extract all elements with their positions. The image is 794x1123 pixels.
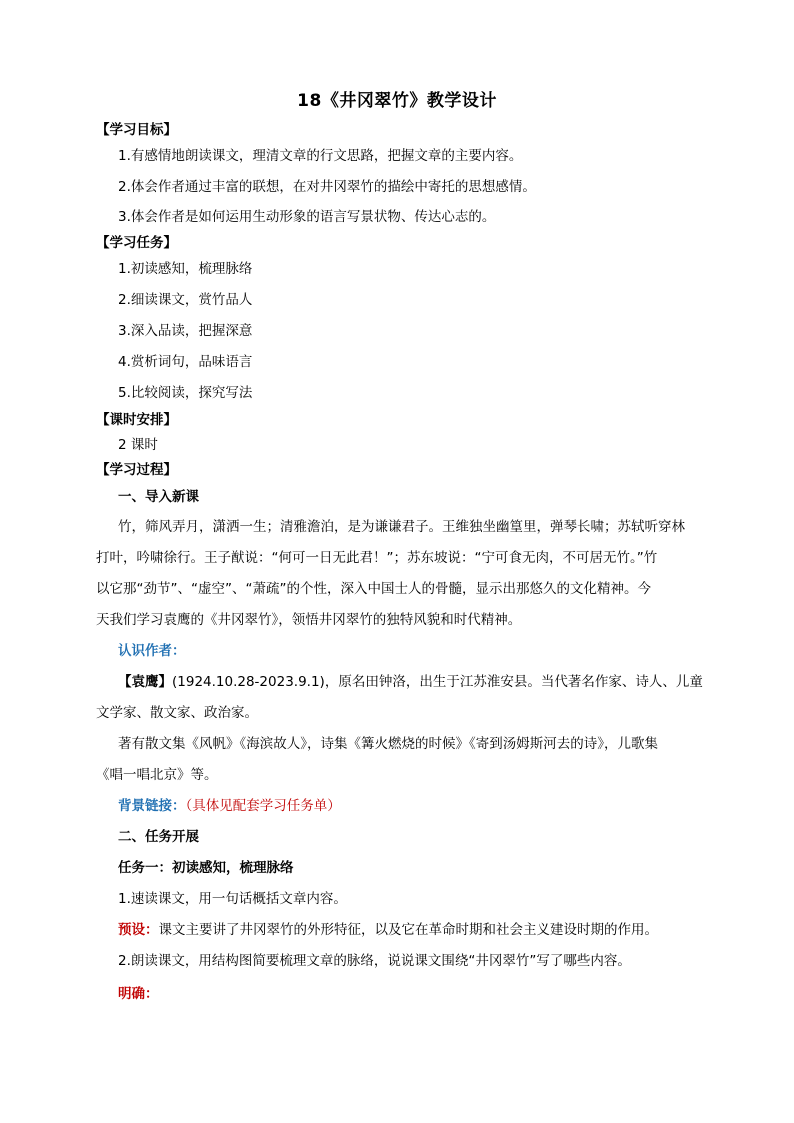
task-item: 5.比较阅读，探究写法 (118, 385, 253, 401)
goal-item: 1.有感情地朗读课文，理清文章的行文思路，把握文章的主要内容。 (118, 148, 523, 164)
author-bio: (1924.10.28-2023.9.1)，原名田钟洛，出生于江苏淮安县。当代著名作家、诗人、儿童 (172, 674, 703, 690)
background-note: （具体见配套学习任务单） (185, 798, 341, 814)
intro-line: 以它那“劲节”、“虚空”、“萧疏”的个性，深入中国士人的骨髓，显示出那悠久的文化精神。今 (96, 581, 651, 597)
task-item: 1.初读感知，梳理脉络 (118, 261, 253, 277)
goal-item: 3.体会作者是如何运用生动形象的语言写景状物、传达心志的。 (118, 209, 496, 225)
task-item: 4.赏析词句，品味语言 (118, 354, 253, 370)
process-heading: 【学习过程】 (96, 462, 177, 478)
author-bio-cont: 文学家、散文家、政治家。 (96, 705, 258, 721)
preset-label: 预设： (118, 922, 159, 938)
works-line: 《唱一唱北京》等。 (96, 767, 218, 783)
works-line: 著有散文集《风帆》《海滨故人》，诗集《篝火燃烧的时候》《寄到汤姆斯河去的诗》，儿歌集 (118, 736, 658, 752)
intro-line: 天我们学习袁鹰的《井冈翠竹》，领悟井冈翠竹的独特风貌和时代精神。 (96, 612, 522, 628)
schedule-text: 2 课时 (118, 437, 158, 453)
background-label: 背景链接： (118, 798, 186, 814)
author-name: 【袁鹰】 (118, 674, 172, 690)
intro-line: 竹，筛风弄月，潇洒一生；清雅澹泊，是为谦谦君子。王维独坐幽篁里，弹琴长啸；苏轼听穿林 (118, 519, 685, 535)
task1-heading: 任务一：初读感知，梳理脉络 (118, 860, 294, 876)
clarify-label: 明确： (118, 986, 159, 1002)
question-1: 1.速读课文，用一句话概括文章内容。 (118, 891, 347, 907)
goal-item: 2.体会作者通过丰富的联想，在对井冈翠竹的描绘中寄托的思想感情。 (118, 179, 536, 195)
author-line (118, 672, 703, 692)
tasks-heading: 【学习任务】 (96, 235, 177, 251)
schedule-heading: 【课时安排】 (96, 412, 177, 428)
preset-text: 课文主要讲了井冈翠竹的外形特征，以及它在革命时期和社会主义建设时期的作用。 (158, 922, 658, 938)
task-item: 2.细读课文，赏竹品人 (118, 292, 253, 308)
document-title: 18《井冈翠竹》教学设计 (297, 91, 497, 111)
question-2: 2.朗读课文，用结构图简要梳理文章的脉络，说说课文围绕“井冈翠竹”写了哪些内容。 (118, 953, 631, 969)
author-label: 认识作者： (118, 643, 186, 659)
part2-heading: 二、任务开展 (118, 829, 199, 845)
background-line (118, 796, 341, 816)
intro-line: 打叶，吟啸徐行。王子猷说：“何可一日无此君！”；苏东坡说：“宁可食无肉，不可居无竹。”竹 (96, 550, 658, 566)
goals-heading: 【学习目标】 (96, 122, 177, 138)
task-item: 3.深入品读，把握深意 (118, 323, 253, 339)
preset-line (118, 920, 658, 940)
part1-heading: 一、导入新课 (118, 489, 199, 505)
